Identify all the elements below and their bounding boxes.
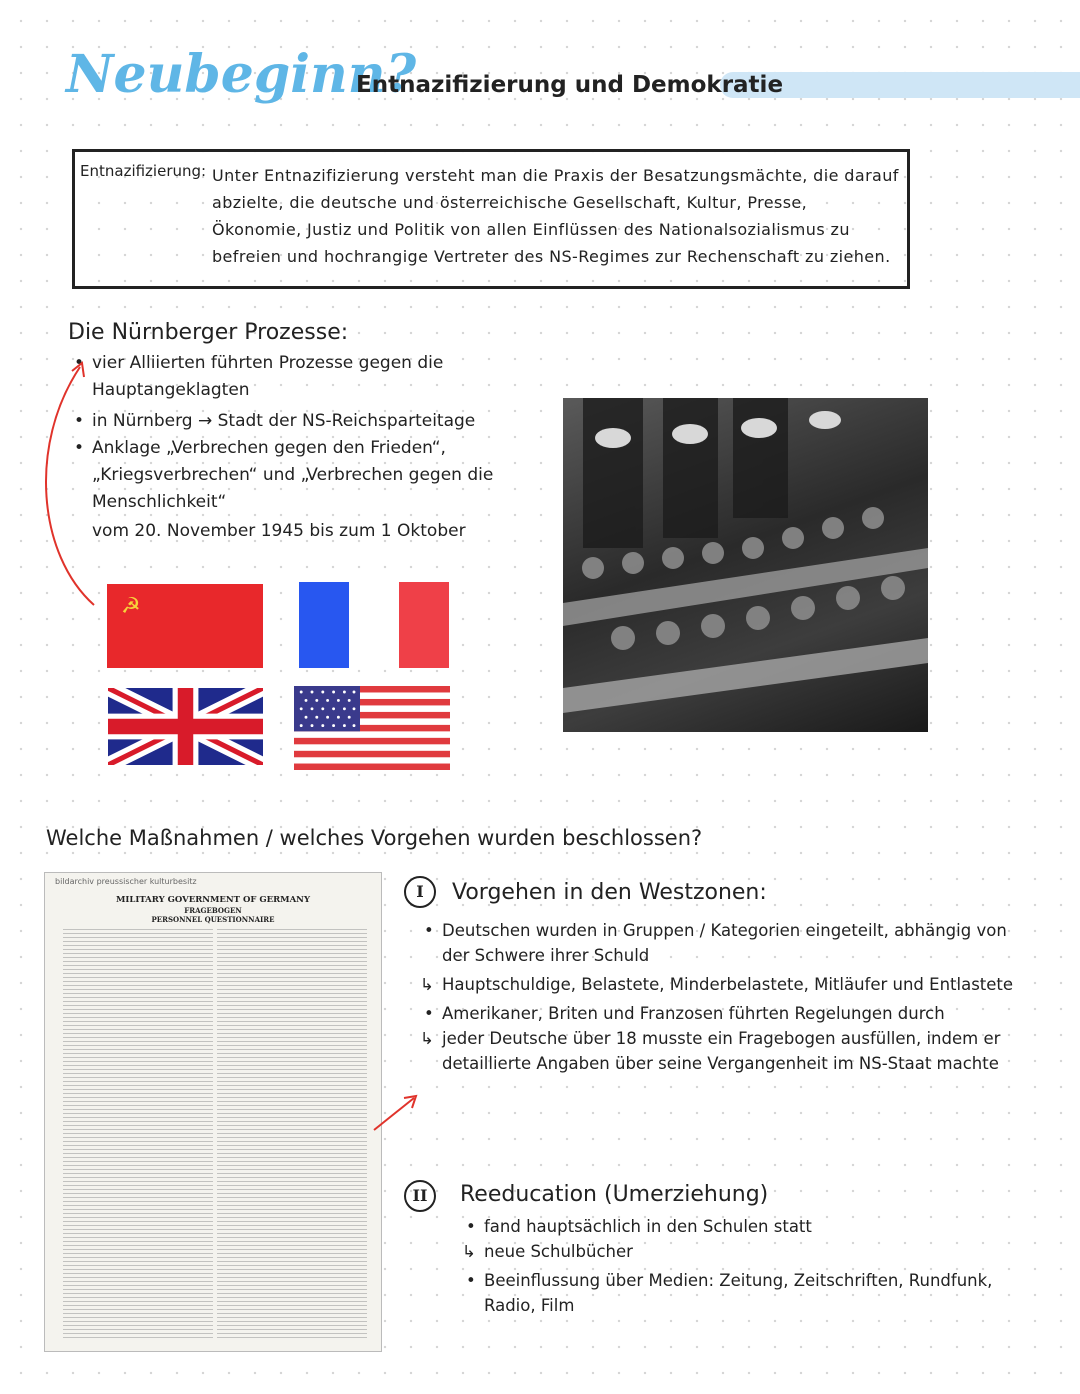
document-text-column — [217, 929, 367, 1339]
section2-heading: Reeducation (Umerziehung) — [460, 1182, 769, 1207]
list-item: ↳ jeder Deutsche über 18 musste ein Fragebogen ausfüllen, indem er detaillierte Angaben über seine Vergangenheit im NS-Staat machte — [420, 1026, 1030, 1076]
nuernberg-list — [70, 350, 530, 545]
measures-heading: Welche Maßnahmen / welches Vorgehen wurden beschlossen? — [46, 826, 703, 850]
document-subheading: FRAGEBOGEN — [184, 906, 242, 915]
france-flag — [299, 582, 449, 668]
section1-heading: Vorgehen in den Westzonen: — [452, 880, 767, 905]
document-subheading: PERSONNEL QUESTIONNAIRE — [151, 915, 275, 924]
page-title: Neubeginn? — [66, 44, 417, 105]
nuernberg-heading: Die Nürnberger Prozesse: — [68, 320, 349, 345]
definition-text: Unter Entnazifizierung versteht man die Praxis der Besatzungsmächte, die darauf abzielte, die deutsche und österreichische Gesellschaft, Kultur, Presse, Ökonomie, Justiz und Politik von allen Einflüssen des Nationalsozialismus zu befreien und hochrangige Vertreter des NS-Regimes zur Rechenschaft zu ziehen. — [212, 166, 899, 266]
uk-flag — [108, 688, 263, 765]
page-subtitle: Entnazifizierung und Demokratie — [356, 72, 784, 98]
list-item: ↳ neue Schulbücher — [462, 1239, 1022, 1264]
fragebogen-document — [44, 872, 382, 1352]
soviet-flag — [107, 584, 263, 668]
numeral-two-icon: II — [404, 1180, 436, 1212]
document-source: bildarchiv preussischer kulturbesitz — [55, 877, 197, 886]
document-text-column — [63, 929, 213, 1339]
list-item: • Beeinflussung über Medien: Zeitung, Zeitschriften, Rundfunk, Radio, Film — [462, 1268, 1022, 1318]
us-flag — [294, 686, 450, 770]
section2-list — [462, 1214, 1022, 1318]
list-item: • in Nürnberg → Stadt der NS-Reichsparteitage — [70, 408, 530, 435]
list-item: • vier Alliierten führten Prozesse gegen die Hauptangeklagten — [70, 350, 530, 404]
list-item: • Amerikaner, Briten und Franzosen führten Regelungen durch — [420, 1001, 1030, 1026]
document-heading: MILITARY GOVERNMENT OF GERMANY — [115, 895, 311, 905]
definition-label: Entnazifizierung: — [80, 162, 207, 180]
list-item: • fand hauptsächlich in den Schulen statt — [462, 1214, 1022, 1239]
list-item: • Anklage „Verbrechen gegen den Frieden“, „Kriegsverbrechen“ und „Verbrechen gegen die Menschlichkeit“ — [70, 435, 530, 516]
arrow-to-document — [370, 1090, 430, 1140]
numeral-one-icon: I — [404, 876, 436, 908]
section1-list — [420, 918, 1030, 1076]
list-item: • Deutschen wurden in Gruppen / Kategorien eingeteilt, abhängig von der Schwere ihrer Schuld — [420, 918, 1030, 968]
list-item: ↳ Hauptschuldige, Belastete, Minderbelastete, Mitläufer und Entlastete — [420, 972, 1030, 997]
nuremberg-trial-photo — [563, 398, 928, 732]
curved-arrow — [28, 355, 108, 615]
hammer-sickle-icon: ☭ — [121, 594, 141, 619]
list-item: vom 20. November 1945 bis zum 1 Oktober — [92, 521, 466, 541]
